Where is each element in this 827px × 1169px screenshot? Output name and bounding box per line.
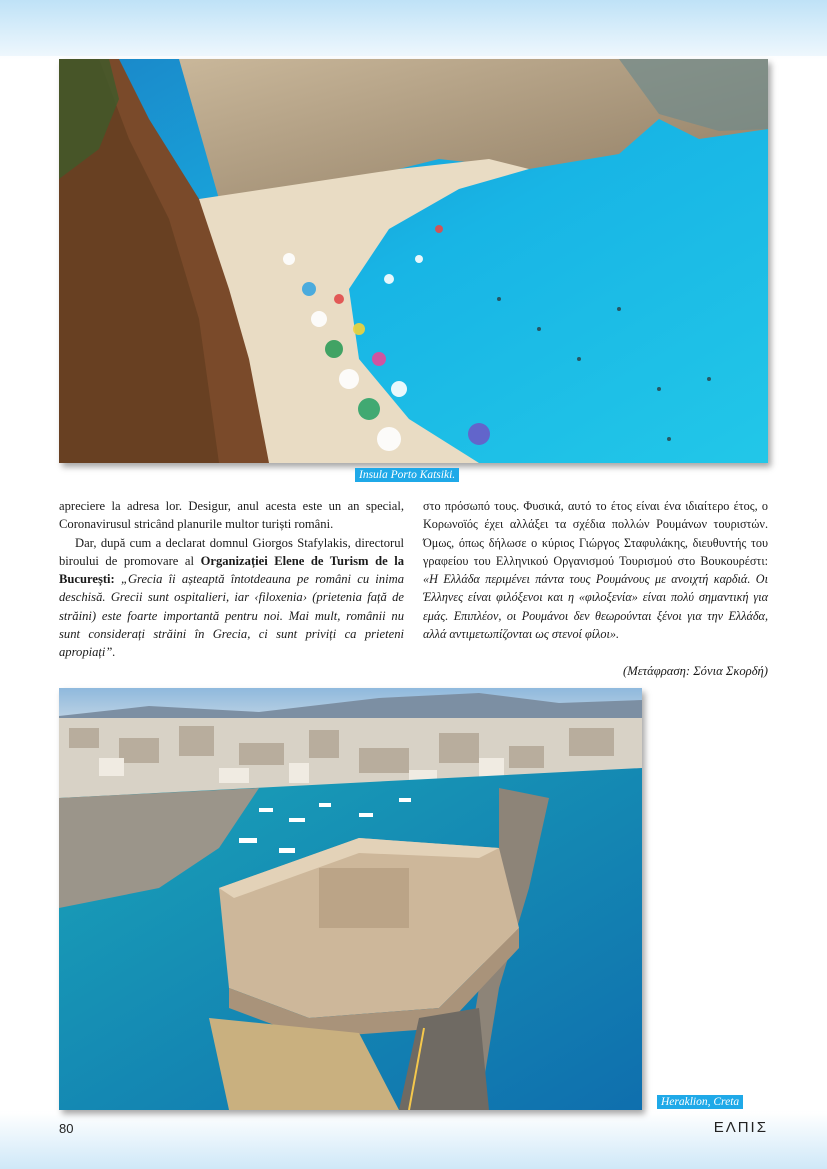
top-gradient-band <box>0 0 827 56</box>
quote: „Grecia îi așteaptă întotdeauna pe români cu inima deschisă. Grecii sunt ospitalieri, iar ‹filoxenia› (prietenia față de străini) este foarte importantă pentru noi. Mai mult, românii nu sunt considerați străini în Grecia, ci sunt priviți ca prieteni apropiați”. <box>59 572 404 660</box>
page-number: 80 <box>59 1121 74 1136</box>
article-column-romanian <box>59 497 404 662</box>
paragraph: apreciere la adresa lor. Desigur, anul acesta este un an special, Coronavirusul stricând planurile multor turiști români. <box>59 499 404 532</box>
photo-caption-heraklion: Heraklion, Creta <box>657 1095 743 1109</box>
paragraph <box>59 534 404 662</box>
paragraph-text: στο πρόσωπό τους. Φυσικά, αυτό το έτος είναι ένα ιδιαίτερο έτος, ο Κορωνοϊός έχει αλλάξει τα σχέδια πολλών Ρουμάνων τουριστών. Όμως, όπως δήλωσε ο κύριος Γιώργος Σταφυλάκης, διευθυντής του γραφείου του Ελληνικού Οργανισμού Τουρισμού στο Βουκουρέστι: <box>423 499 768 568</box>
organization-name: Organizației Elene de Turism de la București: <box>59 553 404 587</box>
translator-credit: (Μετάφραση: Σόνια Σκορδή) <box>623 664 768 678</box>
porto-katsiki-photo <box>59 59 768 463</box>
photo-caption-porto-katsiki: Insula Porto Katsiki. <box>355 468 459 482</box>
article-column-greek <box>423 497 768 643</box>
bottom-gradient-band <box>0 1112 827 1169</box>
heraklion-photo <box>59 688 642 1110</box>
paragraph-lead: Dar, după cum a declarat domnul Giorgos Stafylakis, directorul biroului de promovare al <box>59 535 404 568</box>
quote: «Η Ελλάδα περιμένει πάντα τους Ρουμάνους με ανοιχτή καρδιά. Οι Έλληνες είναι φιλόξενοι και η «φιλοξενία» είναι πολύ σημαντική για εμάς. Επιπλέον, οι Ρουμάνοι δεν θεωρούνται ξένοι για την Ελλάδα, αλλά αντιμετωπίζονται ως στενοί φίλοι». <box>423 572 768 642</box>
magazine-title: ΕΛΠΙΣ <box>713 1119 768 1136</box>
paragraph <box>423 497 768 643</box>
